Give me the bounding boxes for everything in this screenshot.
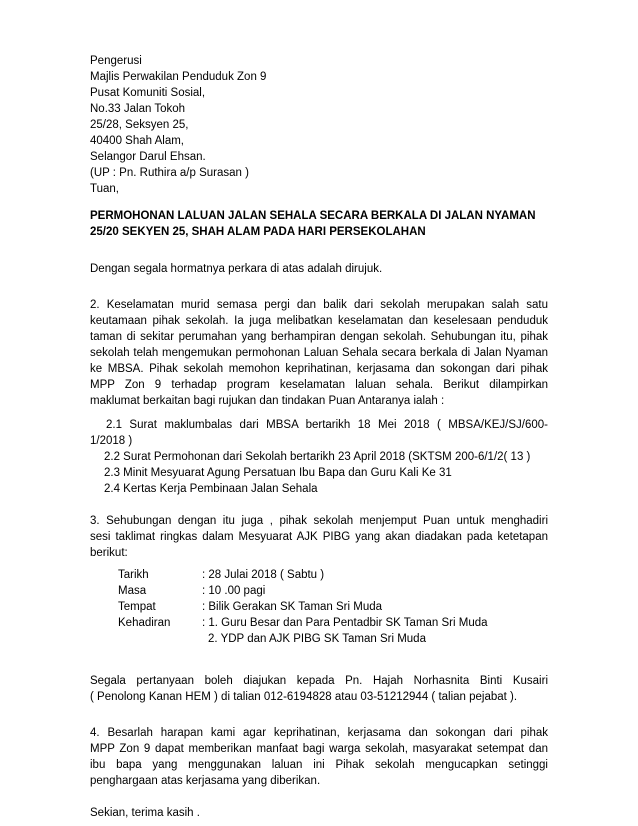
recipient-line: Pusat Komuniti Sosial, <box>90 87 206 99</box>
recipient-line: 25/28, Seksyen 25, <box>90 119 189 131</box>
para3-line: 3. Sehubungan dengan itu juga , pihak sekolah menjemput Puan untuk menghadiri <box>90 515 548 527</box>
enquiry-line: ( Penolong Kanan HEM ) di talian 012-6194828 atau 03-51212944 ( talian pejabat ). <box>90 691 518 703</box>
schedule-value: : 1. Guru Besar dan Para Pentadbir SK Taman Sri Muda <box>202 617 488 629</box>
schedule-value: : Bilik Gerakan SK Taman Sri Muda <box>202 601 383 613</box>
recipient-attention: (UP : Pn. Ruthira a/p Surasan ) <box>90 167 249 179</box>
para3-line: berikut: <box>90 547 128 559</box>
recipient-line: Majlis Perwakilan Penduduk Zon 9 <box>90 71 267 83</box>
recipient-line: Selangor Darul Ehsan. <box>90 151 206 163</box>
para2-line: 2. Keselamatan murid semasa pergi dan balik dari sekolah merupakan salah satu <box>90 299 548 311</box>
attachment-item: 2.2 Surat Permohonan dari Sekolah bertarikh 23 April 2018 (SKTSM 200-6/1/2( 13 ) <box>104 451 531 463</box>
closing-text: Sekian, terima kasih . <box>90 807 200 819</box>
para2-line: maklumat berkaitan bagi rujukan dan tindakan Puan Antaranya ialah : <box>90 395 445 407</box>
para3-line: sesi taklimat ringkas dalam Mesyuarat AJK PIBG yang akan diadakan pada ketetapan <box>90 531 548 543</box>
para4-line: penghargaan atas kerjasama yang diberikan. <box>90 775 321 787</box>
para4-line: MPP Zon 9 dapat memberikan manfaat bagi warga sekolah, masyarakat setempat dan <box>90 743 548 755</box>
schedule-label: Tempat <box>118 601 156 613</box>
schedule-label: Kehadiran <box>118 617 171 629</box>
schedule-value: : 28 Julai 2018 ( Sabtu ) <box>202 569 325 581</box>
schedule-value: : 10 .00 pagi <box>202 585 266 597</box>
para4-line: 4. Besarlah harapan kami agar keprihatinan, kerjasama dan sokongan dari pihak <box>90 727 548 739</box>
enquiry-line: Segala pertanyaan boleh diajukan kepada Pn. Hajah Norhasnita Binti Kusairi <box>90 675 548 687</box>
subject-line: 25/20 SEKYEN 25, SHAH ALAM PADA HARI PERSEKOLAHAN <box>90 226 426 238</box>
recipient-line: Pengerusi <box>90 55 142 67</box>
schedule-value-cont: 2. YDP dan AJK PIBG SK Taman Sri Muda <box>208 633 426 645</box>
para4-line: ibu bapa yang menggunakan laluan ini Pihak sekolah mengucapkan setinggi <box>90 759 548 771</box>
salutation: Tuan, <box>90 183 119 195</box>
recipient-line: No.33 Jalan Tokoh <box>90 103 186 115</box>
attachment-item: 2.3 Minit Mesyuarat Agung Persatuan Ibu Bapa dan Guru Kali Ke 31 <box>104 467 452 479</box>
para2-line: MPP Zon 9 terhadap program keselamatan laluan sehala. Berikut dilampirkan <box>90 379 548 391</box>
attachment-item: 2.1 Surat maklumbalas dari MBSA bertarikh 18 Mei 2018 ( MBSA/KEJ/SJ/600- <box>106 419 548 431</box>
para2-line: ke MBSA. Pihak sekolah memohon keprihatinan, kerjasama dan sokongan dari pihak <box>90 363 548 375</box>
schedule-label: Tarikh <box>118 569 149 581</box>
intro-text: Dengan segala hormatnya perkara di atas adalah dirujuk. <box>90 263 383 275</box>
para2-line: taman di sekitar perumahan yang berhampiran dengan sekolah. Sehubungan itu, pihak <box>90 331 548 343</box>
recipient-line: 40400 Shah Alam, <box>90 135 184 147</box>
para2-line: sekolah telah mengemukan permohonan Laluan Sehala secara berkala di Jalan Nyaman <box>90 347 548 359</box>
subject-line: PERMOHONAN LALUAN JALAN SEHALA SECARA BERKALA DI JALAN NYAMAN <box>90 210 536 222</box>
schedule-label: Masa <box>118 585 147 597</box>
para2-line: keutamaan pihak sekolah. Ia juga melibatkan keselamatan dan keselesaan penduduk <box>90 315 548 327</box>
attachment-item: 2.4 Kertas Kerja Pembinaan Jalan Sehala <box>104 483 318 495</box>
attachment-item-cont: 1/2018 ) <box>90 435 133 447</box>
